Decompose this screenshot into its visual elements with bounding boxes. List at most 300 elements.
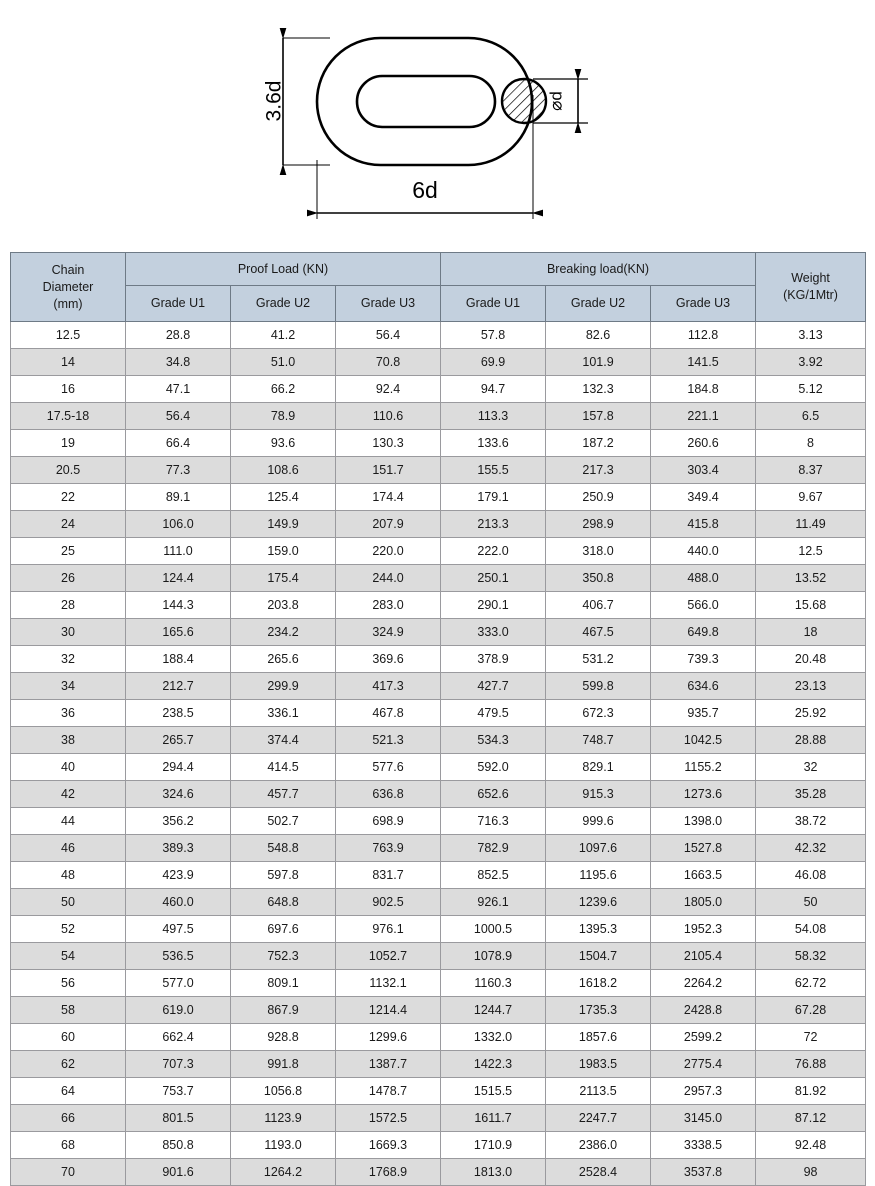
cell-proof-u2: 414.5: [231, 754, 336, 781]
cell-breaking-u1: 479.5: [441, 700, 546, 727]
cell-breaking-u3: 3145.0: [651, 1105, 756, 1132]
cell-proof-u3: 70.8: [336, 349, 441, 376]
cell-weight: 23.13: [756, 673, 866, 700]
cell-weight: 58.32: [756, 943, 866, 970]
cell-proof-u2: 336.1: [231, 700, 336, 727]
cell-breaking-u2: 599.8: [546, 673, 651, 700]
header-breaking-grade-u2: Grade U2: [546, 286, 651, 322]
cell-breaking-u3: 649.8: [651, 619, 756, 646]
cell-breaking-u3: 935.7: [651, 700, 756, 727]
table-row: [11, 1132, 866, 1159]
cell-breaking-u2: 298.9: [546, 511, 651, 538]
cell-breaking-u2: 1097.6: [546, 835, 651, 862]
table-row: [11, 781, 866, 808]
cell-weight: 32: [756, 754, 866, 781]
chain-link-outline: [317, 38, 532, 165]
cell-proof-u2: 51.0: [231, 349, 336, 376]
cell-breaking-u2: 2386.0: [546, 1132, 651, 1159]
cell-breaking-u1: 1710.9: [441, 1132, 546, 1159]
cell-chain-diameter: 16: [11, 376, 126, 403]
cell-breaking-u3: 488.0: [651, 565, 756, 592]
table-row: [11, 592, 866, 619]
cell-weight: 12.5: [756, 538, 866, 565]
cell-weight: 46.08: [756, 862, 866, 889]
cell-breaking-u3: 1952.3: [651, 916, 756, 943]
cell-chain-diameter: 50: [11, 889, 126, 916]
cell-chain-diameter: 36: [11, 700, 126, 727]
cell-chain-diameter: 54: [11, 943, 126, 970]
length-dimension-label: 6d: [412, 177, 438, 203]
cell-proof-u2: 502.7: [231, 808, 336, 835]
cell-proof-u1: 56.4: [126, 403, 231, 430]
cell-proof-u3: 1299.6: [336, 1024, 441, 1051]
cell-breaking-u2: 1735.3: [546, 997, 651, 1024]
cell-breaking-u2: 672.3: [546, 700, 651, 727]
cell-weight: 35.28: [756, 781, 866, 808]
cell-proof-u3: 283.0: [336, 592, 441, 619]
cell-proof-u3: 1478.7: [336, 1078, 441, 1105]
cell-chain-diameter: 34: [11, 673, 126, 700]
header-row-group: [11, 253, 866, 286]
cell-proof-u2: 108.6: [231, 457, 336, 484]
cell-chain-diameter: 46: [11, 835, 126, 862]
cell-proof-u3: 369.6: [336, 646, 441, 673]
cell-proof-u1: 356.2: [126, 808, 231, 835]
cell-proof-u3: 521.3: [336, 727, 441, 754]
cell-weight: 20.48: [756, 646, 866, 673]
cell-proof-u3: 56.4: [336, 322, 441, 349]
height-dimension-3-6d: [263, 38, 330, 165]
cell-weight: 3.92: [756, 349, 866, 376]
cell-chain-diameter: 64: [11, 1078, 126, 1105]
cell-breaking-u3: 1042.5: [651, 727, 756, 754]
cell-chain-diameter: 32: [11, 646, 126, 673]
cell-chain-diameter: 17.5-18: [11, 403, 126, 430]
cell-proof-u3: 763.9: [336, 835, 441, 862]
cell-breaking-u1: 94.7: [441, 376, 546, 403]
cell-breaking-u1: 1332.0: [441, 1024, 546, 1051]
table-body: [11, 322, 866, 1186]
cell-chain-diameter: 38: [11, 727, 126, 754]
table-row: [11, 916, 866, 943]
cell-breaking-u1: 179.1: [441, 484, 546, 511]
cell-proof-u1: 265.7: [126, 727, 231, 754]
cell-breaking-u3: 634.6: [651, 673, 756, 700]
cell-proof-u1: 47.1: [126, 376, 231, 403]
cell-weight: 42.32: [756, 835, 866, 862]
cell-proof-u2: 374.4: [231, 727, 336, 754]
cell-proof-u2: 991.8: [231, 1051, 336, 1078]
header-chain-diameter-line3: (mm): [53, 296, 83, 311]
cell-breaking-u3: 1398.0: [651, 808, 756, 835]
cell-breaking-u1: 1813.0: [441, 1159, 546, 1186]
cell-breaking-u3: 303.4: [651, 457, 756, 484]
cell-breaking-u2: 999.6: [546, 808, 651, 835]
cell-breaking-u1: 1160.3: [441, 970, 546, 997]
cell-breaking-u1: 1000.5: [441, 916, 546, 943]
cell-proof-u2: 159.0: [231, 538, 336, 565]
table-row: [11, 349, 866, 376]
cell-breaking-u3: 1805.0: [651, 889, 756, 916]
cell-weight: 5.12: [756, 376, 866, 403]
cell-proof-u1: 324.6: [126, 781, 231, 808]
cell-chain-diameter: 40: [11, 754, 126, 781]
cell-proof-u3: 417.3: [336, 673, 441, 700]
cell-breaking-u3: 349.4: [651, 484, 756, 511]
cell-weight: 38.72: [756, 808, 866, 835]
cell-weight: 98: [756, 1159, 866, 1186]
cell-proof-u1: 707.3: [126, 1051, 231, 1078]
cell-chain-diameter: 12.5: [11, 322, 126, 349]
cell-proof-u2: 1123.9: [231, 1105, 336, 1132]
header-weight: [756, 253, 866, 322]
cell-proof-u2: 66.2: [231, 376, 336, 403]
cell-breaking-u2: 1857.6: [546, 1024, 651, 1051]
cell-chain-diameter: 68: [11, 1132, 126, 1159]
table-row: [11, 1105, 866, 1132]
cell-proof-u2: 1056.8: [231, 1078, 336, 1105]
cell-weight: 28.88: [756, 727, 866, 754]
cell-chain-diameter: 26: [11, 565, 126, 592]
cell-proof-u2: 752.3: [231, 943, 336, 970]
cell-breaking-u3: 2264.2: [651, 970, 756, 997]
cell-breaking-u2: 829.1: [546, 754, 651, 781]
cell-proof-u3: 324.9: [336, 619, 441, 646]
cell-proof-u2: 548.8: [231, 835, 336, 862]
cell-breaking-u1: 1422.3: [441, 1051, 546, 1078]
cell-weight: 76.88: [756, 1051, 866, 1078]
cell-breaking-u2: 132.3: [546, 376, 651, 403]
table-row: [11, 565, 866, 592]
cell-chain-diameter: 28: [11, 592, 126, 619]
table-row: [11, 1024, 866, 1051]
cell-proof-u2: 78.9: [231, 403, 336, 430]
cell-proof-u2: 41.2: [231, 322, 336, 349]
table-row: [11, 1051, 866, 1078]
cell-proof-u3: 1768.9: [336, 1159, 441, 1186]
table-row: [11, 997, 866, 1024]
header-breaking-load-group: Breaking load(KN): [441, 253, 756, 286]
cell-proof-u1: 901.6: [126, 1159, 231, 1186]
header-chain-diameter-line1: Chain: [51, 262, 85, 277]
cell-breaking-u2: 250.9: [546, 484, 651, 511]
cell-chain-diameter: 14: [11, 349, 126, 376]
cell-chain-diameter: 20.5: [11, 457, 126, 484]
cell-proof-u1: 497.5: [126, 916, 231, 943]
cell-breaking-u3: 184.8: [651, 376, 756, 403]
cell-weight: 9.67: [756, 484, 866, 511]
cell-proof-u1: 28.8: [126, 322, 231, 349]
cell-breaking-u3: 260.6: [651, 430, 756, 457]
table-row: [11, 646, 866, 673]
cell-weight: 25.92: [756, 700, 866, 727]
cell-chain-diameter: 52: [11, 916, 126, 943]
cell-breaking-u2: 1504.7: [546, 943, 651, 970]
cell-proof-u2: 597.8: [231, 862, 336, 889]
cell-proof-u3: 577.6: [336, 754, 441, 781]
cell-breaking-u2: 217.3: [546, 457, 651, 484]
cell-proof-u2: 175.4: [231, 565, 336, 592]
cell-weight: 50: [756, 889, 866, 916]
table-row: [11, 322, 866, 349]
cell-weight: 81.92: [756, 1078, 866, 1105]
chain-link-diagram-area: [0, 0, 875, 240]
cell-weight: 54.08: [756, 916, 866, 943]
cell-proof-u2: 234.2: [231, 619, 336, 646]
cell-chain-diameter: 24: [11, 511, 126, 538]
cell-proof-u3: 636.8: [336, 781, 441, 808]
cell-breaking-u3: 2428.8: [651, 997, 756, 1024]
cell-proof-u3: 1572.5: [336, 1105, 441, 1132]
cell-breaking-u3: 440.0: [651, 538, 756, 565]
cell-weight: 3.13: [756, 322, 866, 349]
table-row: [11, 889, 866, 916]
cell-proof-u1: 801.5: [126, 1105, 231, 1132]
cell-proof-u3: 244.0: [336, 565, 441, 592]
table-row: [11, 862, 866, 889]
cell-breaking-u1: 782.9: [441, 835, 546, 862]
table-row: [11, 808, 866, 835]
cell-breaking-u1: 852.5: [441, 862, 546, 889]
cell-proof-u1: 144.3: [126, 592, 231, 619]
table-row: [11, 430, 866, 457]
table-row: [11, 754, 866, 781]
cell-proof-u1: 34.8: [126, 349, 231, 376]
cell-weight: 92.48: [756, 1132, 866, 1159]
cell-chain-diameter: 48: [11, 862, 126, 889]
cell-breaking-u3: 1663.5: [651, 862, 756, 889]
cell-breaking-u1: 926.1: [441, 889, 546, 916]
cell-chain-diameter: 25: [11, 538, 126, 565]
cell-chain-diameter: 58: [11, 997, 126, 1024]
diameter-dimension-label: ⌀d: [546, 91, 566, 111]
cell-weight: 87.12: [756, 1105, 866, 1132]
cell-breaking-u2: 1983.5: [546, 1051, 651, 1078]
cell-breaking-u2: 2528.4: [546, 1159, 651, 1186]
cell-proof-u1: 66.4: [126, 430, 231, 457]
cell-breaking-u1: 213.3: [441, 511, 546, 538]
cell-breaking-u3: 221.1: [651, 403, 756, 430]
cell-proof-u2: 457.7: [231, 781, 336, 808]
cell-breaking-u1: 427.7: [441, 673, 546, 700]
cell-proof-u3: 207.9: [336, 511, 441, 538]
cell-proof-u1: 536.5: [126, 943, 231, 970]
cell-breaking-u3: 112.8: [651, 322, 756, 349]
cell-breaking-u1: 333.0: [441, 619, 546, 646]
cell-proof-u2: 93.6: [231, 430, 336, 457]
cell-chain-diameter: 56: [11, 970, 126, 997]
cell-proof-u2: 149.9: [231, 511, 336, 538]
cell-proof-u1: 124.4: [126, 565, 231, 592]
table-row: [11, 511, 866, 538]
cell-breaking-u1: 534.3: [441, 727, 546, 754]
cell-breaking-u1: 290.1: [441, 592, 546, 619]
cell-breaking-u2: 1618.2: [546, 970, 651, 997]
cell-proof-u3: 220.0: [336, 538, 441, 565]
cell-proof-u2: 928.8: [231, 1024, 336, 1051]
cell-weight: 62.72: [756, 970, 866, 997]
header-weight-line2: (KG/1Mtr): [783, 288, 838, 302]
cell-breaking-u3: 739.3: [651, 646, 756, 673]
chain-specification-table-container: [10, 252, 865, 1186]
cell-breaking-u2: 915.3: [546, 781, 651, 808]
cell-breaking-u2: 748.7: [546, 727, 651, 754]
cell-breaking-u1: 250.1: [441, 565, 546, 592]
cell-proof-u3: 1052.7: [336, 943, 441, 970]
cell-proof-u1: 111.0: [126, 538, 231, 565]
cell-proof-u2: 265.6: [231, 646, 336, 673]
header-weight-line1: Weight: [791, 271, 830, 285]
table-row: [11, 673, 866, 700]
cell-proof-u3: 151.7: [336, 457, 441, 484]
table-row: [11, 376, 866, 403]
header-row-grades: [11, 286, 866, 322]
table-row: [11, 484, 866, 511]
cell-breaking-u1: 133.6: [441, 430, 546, 457]
header-breaking-grade-u1: Grade U1: [441, 286, 546, 322]
cell-proof-u1: 77.3: [126, 457, 231, 484]
cell-proof-u3: 110.6: [336, 403, 441, 430]
cell-proof-u1: 753.7: [126, 1078, 231, 1105]
cell-weight: 72: [756, 1024, 866, 1051]
cell-proof-u3: 1132.1: [336, 970, 441, 997]
cell-proof-u1: 389.3: [126, 835, 231, 862]
cell-breaking-u1: 592.0: [441, 754, 546, 781]
cell-proof-u3: 174.4: [336, 484, 441, 511]
cell-breaking-u2: 318.0: [546, 538, 651, 565]
cell-weight: 67.28: [756, 997, 866, 1024]
cell-proof-u2: 125.4: [231, 484, 336, 511]
cell-breaking-u3: 1273.6: [651, 781, 756, 808]
cell-breaking-u1: 69.9: [441, 349, 546, 376]
cell-proof-u1: 294.4: [126, 754, 231, 781]
chain-specification-table: [10, 252, 866, 1186]
cell-breaking-u2: 1395.3: [546, 916, 651, 943]
cell-breaking-u1: 1078.9: [441, 943, 546, 970]
cell-breaking-u3: 141.5: [651, 349, 756, 376]
cell-proof-u1: 106.0: [126, 511, 231, 538]
table-row: [11, 835, 866, 862]
cell-chain-diameter: 62: [11, 1051, 126, 1078]
cell-proof-u2: 809.1: [231, 970, 336, 997]
cell-proof-u2: 697.6: [231, 916, 336, 943]
cell-proof-u1: 577.0: [126, 970, 231, 997]
cell-proof-u3: 1387.7: [336, 1051, 441, 1078]
cell-breaking-u2: 467.5: [546, 619, 651, 646]
header-proof-grade-u3: Grade U3: [336, 286, 441, 322]
cell-breaking-u2: 82.6: [546, 322, 651, 349]
header-breaking-grade-u3: Grade U3: [651, 286, 756, 322]
cell-breaking-u1: 222.0: [441, 538, 546, 565]
cell-breaking-u2: 531.2: [546, 646, 651, 673]
cell-proof-u1: 850.8: [126, 1132, 231, 1159]
cell-breaking-u3: 2957.3: [651, 1078, 756, 1105]
cell-breaking-u3: 1527.8: [651, 835, 756, 862]
table-row: [11, 700, 866, 727]
header-chain-diameter: [11, 253, 126, 322]
cell-breaking-u3: 1155.2: [651, 754, 756, 781]
cell-weight: 8: [756, 430, 866, 457]
cell-chain-diameter: 22: [11, 484, 126, 511]
cell-proof-u2: 203.8: [231, 592, 336, 619]
table-row: [11, 403, 866, 430]
cell-breaking-u1: 57.8: [441, 322, 546, 349]
cell-chain-diameter: 44: [11, 808, 126, 835]
cell-breaking-u1: 113.3: [441, 403, 546, 430]
cell-weight: 15.68: [756, 592, 866, 619]
cell-proof-u3: 1214.4: [336, 997, 441, 1024]
cell-breaking-u3: 3338.5: [651, 1132, 756, 1159]
height-dimension-label: 3.6d: [262, 80, 286, 122]
cell-proof-u1: 89.1: [126, 484, 231, 511]
cell-breaking-u2: 406.7: [546, 592, 651, 619]
cell-breaking-u3: 566.0: [651, 592, 756, 619]
header-proof-grade-u2: Grade U2: [231, 286, 336, 322]
cell-proof-u1: 460.0: [126, 889, 231, 916]
cell-proof-u1: 619.0: [126, 997, 231, 1024]
cell-breaking-u3: 2105.4: [651, 943, 756, 970]
cell-breaking-u3: 2775.4: [651, 1051, 756, 1078]
cell-proof-u1: 212.7: [126, 673, 231, 700]
cell-weight: 6.5: [756, 403, 866, 430]
cell-chain-diameter: 60: [11, 1024, 126, 1051]
table-row: [11, 619, 866, 646]
cell-breaking-u1: 1515.5: [441, 1078, 546, 1105]
table-row: [11, 727, 866, 754]
cell-breaking-u2: 101.9: [546, 349, 651, 376]
cell-chain-diameter: 70: [11, 1159, 126, 1186]
cell-breaking-u1: 1611.7: [441, 1105, 546, 1132]
cell-proof-u2: 299.9: [231, 673, 336, 700]
cell-proof-u3: 976.1: [336, 916, 441, 943]
header-chain-diameter-line2: Diameter: [42, 279, 94, 294]
bar-cross-section-hatched: [502, 79, 546, 123]
cell-breaking-u2: 2113.5: [546, 1078, 651, 1105]
cell-weight: 8.37: [756, 457, 866, 484]
cell-proof-u3: 831.7: [336, 862, 441, 889]
cell-proof-u1: 423.9: [126, 862, 231, 889]
cell-proof-u3: 902.5: [336, 889, 441, 916]
cell-chain-diameter: 19: [11, 430, 126, 457]
cell-proof-u3: 467.8: [336, 700, 441, 727]
cell-proof-u2: 648.8: [231, 889, 336, 916]
cell-chain-diameter: 42: [11, 781, 126, 808]
cell-proof-u2: 1264.2: [231, 1159, 336, 1186]
cell-breaking-u2: 1239.6: [546, 889, 651, 916]
cell-breaking-u2: 187.2: [546, 430, 651, 457]
table-row: [11, 943, 866, 970]
cell-breaking-u2: 157.8: [546, 403, 651, 430]
table-row: [11, 538, 866, 565]
cell-breaking-u1: 1244.7: [441, 997, 546, 1024]
cell-proof-u1: 238.5: [126, 700, 231, 727]
table-header: [11, 253, 866, 322]
cell-breaking-u1: 652.6: [441, 781, 546, 808]
cell-weight: 13.52: [756, 565, 866, 592]
cell-breaking-u2: 350.8: [546, 565, 651, 592]
cell-proof-u3: 1669.3: [336, 1132, 441, 1159]
cell-proof-u1: 662.4: [126, 1024, 231, 1051]
cell-proof-u3: 92.4: [336, 376, 441, 403]
cell-breaking-u3: 415.8: [651, 511, 756, 538]
cell-breaking-u2: 1195.6: [546, 862, 651, 889]
cell-breaking-u2: 2247.7: [546, 1105, 651, 1132]
cell-proof-u1: 188.4: [126, 646, 231, 673]
cell-breaking-u1: 155.5: [441, 457, 546, 484]
cell-chain-diameter: 66: [11, 1105, 126, 1132]
cell-weight: 11.49: [756, 511, 866, 538]
cell-proof-u2: 1193.0: [231, 1132, 336, 1159]
